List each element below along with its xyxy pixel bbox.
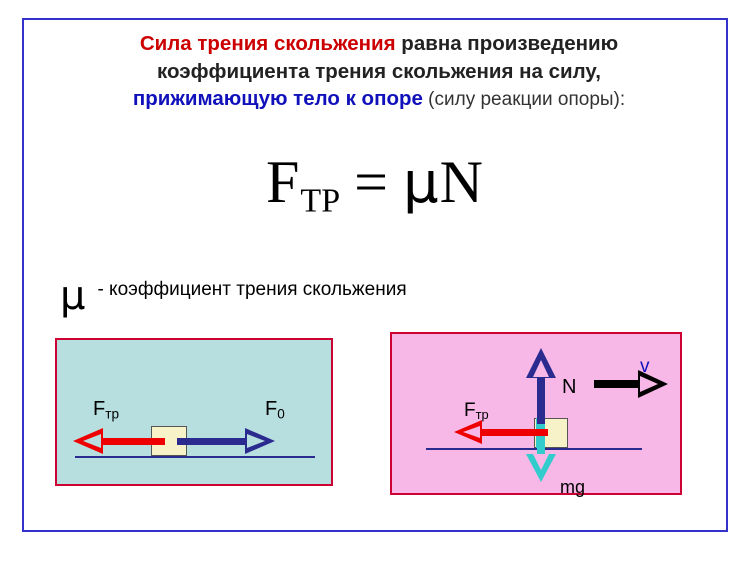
diagram-panel-left [55, 338, 333, 486]
velocity-arrow-shaft-right [594, 380, 640, 388]
normal-force-arrow-head-inner-right [533, 360, 549, 377]
mu-description: - коэффициент трения скольжения [97, 279, 407, 300]
label-friction-left: $F_{тр}$ [93, 398, 120, 422]
velocity-arrow-head-inner-right [640, 376, 658, 392]
formula-equals: = [354, 149, 389, 215]
label-velocity-right: v [640, 356, 650, 377]
ground-line-right [426, 448, 642, 450]
friction-arrow-shaft-right [478, 429, 548, 436]
formula-N: N [439, 149, 484, 215]
weight-arrow-head-inner-right [533, 454, 549, 470]
mu-symbol: μ [60, 273, 86, 319]
title-term-friction: Сила трения скольжения [139, 32, 396, 55]
ground-line-left [75, 456, 315, 458]
formula-F-subscript: ТР [300, 182, 341, 220]
friction-arrow-head-inner-left [83, 434, 101, 448]
normal-force-arrow-shaft-right [537, 372, 545, 424]
formula-mu: μ [402, 151, 440, 216]
title-text-equals-product: равна произведению [395, 32, 619, 55]
friction-arrow-shaft-left [97, 438, 165, 445]
label-applied-force-left: $F_0$ [265, 398, 285, 422]
formula-F: F [266, 149, 301, 215]
title-term-normal-force: прижимающую тело к опоре [132, 87, 423, 111]
applied-force-arrow-head-inner-left [247, 434, 265, 448]
diagram-panel-right [390, 332, 682, 495]
label-weight-right: mg [560, 477, 586, 497]
mu-legend [60, 262, 407, 319]
applied-force-arrow-shaft-left [177, 438, 247, 445]
label-normal-force-right: N [562, 376, 577, 398]
friction-arrow-head-inner-right [463, 426, 480, 438]
title-line-two: коэффициента трения скольжения на силу, [157, 59, 601, 83]
formula-friction-force [0, 148, 750, 221]
page-title [44, 30, 714, 113]
label-friction-right: $F_{тр}$ [464, 400, 489, 423]
title-tail-reaction: (силу реакции опоры): [422, 89, 626, 111]
